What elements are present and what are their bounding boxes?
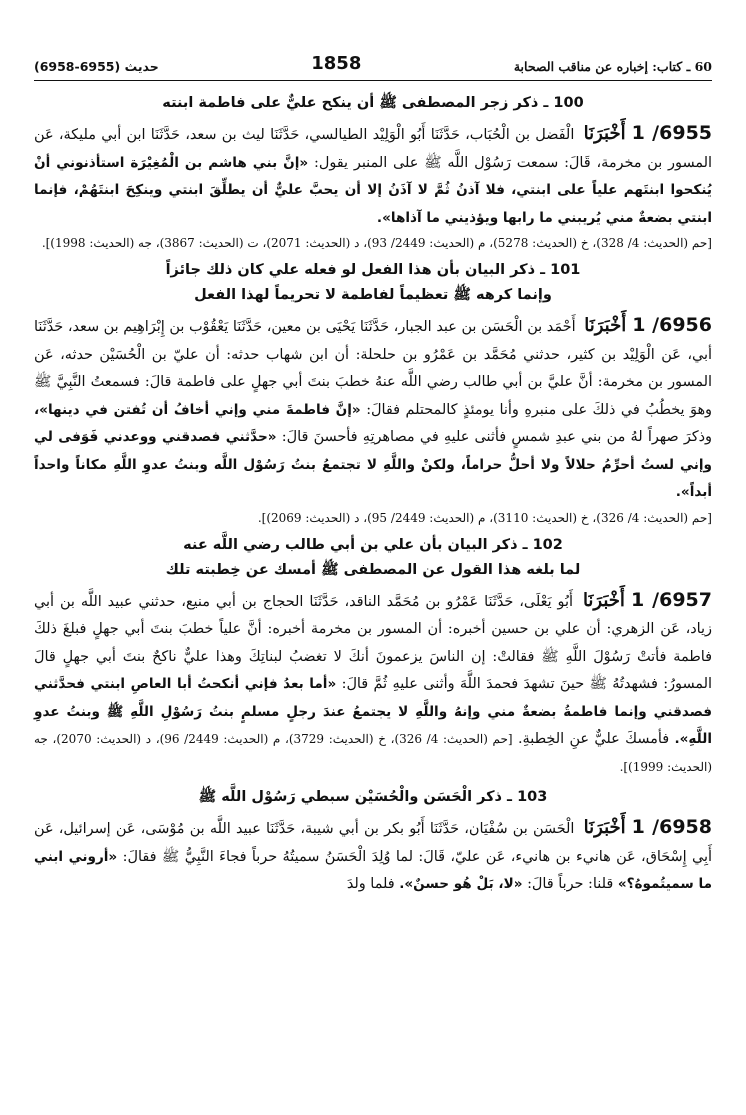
hadith-chain: الْحَسَن بن سُفْيَان، حَدَّثَنَا أَبُو بكر بن أبي شيبة، حَدَّثَنَا عبيد اللَّه بن مُوْسَى، عَن إسرائيل، عَن أَبِي إِسْحَاق، عَن هانيء بن هانيء، عَن عليّ، قَالَ: لما وُلِدَ الْحَسَنُ سميتُهُ حرباً فجاءَ النَّبِيُّ ﷺ فقالَ: bbox=[34, 821, 712, 865]
book-page bbox=[34, 52, 712, 899]
hadith-6958 bbox=[34, 814, 712, 899]
prophet-quote: «أما بعدُ فإني أنكحتُ أبا العاصِ ابنتي فحدَّثني فصدقني وإنما فاطمةُ بضعةٌ مني وإنهُ واللَّهِ لا يجتمعُ عندَ رجلٍ مسلمٍ بنتُ رَسُوْلِ اللَّهِ ﷺ وبنتُ عدوِ اللَّهِ». bbox=[34, 676, 712, 747]
hadith-number: 6957/ 1 bbox=[630, 588, 712, 611]
section-title-103: 103 ـ ذكر الْحَسَن والْحُسَيْن سبطي رَسُوْل اللَّه ﷺ bbox=[198, 789, 548, 805]
hadith-number: 6956/ 1 bbox=[632, 314, 712, 336]
prophet-quote: «حدَّثني فصدقني ووعدني فَوَفى لي وإني لستُ أحرِّمُ حلالاً ولا أحلُّ حراماً، ولكنْ واللَّهِ لا تجتمعُ بنتُ رَسُوْل اللَّه وبنتُ عدوِ اللَّهِ مكاناً واحداً أبداً». bbox=[34, 429, 712, 500]
page-number: 1858 bbox=[311, 53, 362, 74]
hadith-opener: أَخْبَرَنَا bbox=[583, 817, 626, 838]
section-title-100: 100 ـ ذكر زجر المصطفى ﷺ أن ينكح عليٌّ على فاطمة ابنته bbox=[162, 95, 584, 111]
hadith-number: 6955/ 1 bbox=[631, 122, 713, 144]
page-header bbox=[34, 52, 712, 74]
hadith-opener: أَخْبَرَنَا bbox=[583, 123, 626, 144]
hadith-reference: [حم (الحديث: 4/ 326)، خ (الحديث: 3729)، م (الحديث: 2449/ 96)، د (الحديث: 2070)، جه (الحديث: 1999)]. bbox=[34, 732, 712, 774]
hadith-6956 bbox=[34, 312, 712, 507]
hadith-chain: الْفَضل بن الْحُبَاب، حَدَّثَنَا أَبُو الْوَلِيْد الطيالسي، حَدَّثَنَا ليث بن سعد، حَدَّثَنَا ابن أبي مليكة، عَن المسور بن مخرمة، قَالَ: سمعت رَسُوْل اللَّه ﷺ على المنبر يقول: bbox=[34, 127, 712, 171]
prophet-quote: «لا، بَلْ هُو حسنٌ». bbox=[399, 876, 523, 892]
section-title-101 bbox=[34, 258, 712, 308]
hadith-6957 bbox=[34, 587, 712, 782]
hadith-opener: أَخْبَرَنَا bbox=[582, 589, 625, 611]
hadith-reference: [حم (الحديث: 4/ 328)، خ (الحديث: 5278)، م (الحديث: 2449/ 93)، د (الحديث: 2071)، ت (الحديث: 3867)، جه (الحديث: 1998)]. bbox=[41, 236, 712, 250]
section-title-line-2: لما بلغه هذا القول عن المصطفى ﷺ أمسك عن خِطبته تلك bbox=[165, 561, 581, 578]
hadith-number: 6958/ 1 bbox=[631, 816, 712, 838]
hadith-text: قلنا: حرباً قالَ: bbox=[527, 876, 614, 892]
hadith-opener: أَخْبَرَنَا bbox=[584, 315, 627, 336]
hadith-text: وذكرَ صهراً لهُ من بني عبدِ شمسٍ فأثنى عليهِ في مصاهرتِهِ فأحسنَ قالَ: bbox=[281, 429, 713, 445]
hadith-6955 bbox=[34, 120, 712, 232]
hadith-range: حديث (6955-6958) bbox=[34, 59, 159, 74]
section-title-line-2: وإنما كرهه ﷺ تعظيماً لفاطمة لا تحريماً لهذا الفعل bbox=[194, 287, 552, 303]
chapter-title: 60 ـ كتاب: إخباره عن مناقب الصحابة bbox=[513, 59, 712, 74]
hadith-reference: [حم (الحديث: 4/ 326)، خ (الحديث: 3110)، م (الحديث: 2449/ 95)، د (الحديث: 2069)]. bbox=[257, 510, 712, 525]
hadith-text: فأمسكَ عليٌّ عنِ الخِطبةِ. bbox=[517, 731, 670, 747]
header-divider bbox=[34, 80, 712, 81]
prophet-quote: «أروني ابني ما سميتُموهُ؟» bbox=[34, 848, 712, 892]
section-title-102 bbox=[34, 533, 712, 583]
hadith-text: فلما ولدَ bbox=[346, 876, 395, 892]
section-title-line-1: 101 ـ ذكر البيان بأن هذا الفعل لو فعله علي كان ذلك جائزاً bbox=[165, 262, 581, 278]
hadith-chain: أَبُو يَعْلَى، حَدَّثَنَا عَمْرُو بن مُحَمَّد الناقد، حَدَّثَنَا الحجاج بن أبي منيع، حدثني عبيد اللَّه بن أبي زياد، عَن الزهري: أن علي بن حسين أخبره: أن المسور بن مخرمة أخبره: أنَّ علياً خطبَ بنتَ أبي جهلٍ فبلغَ ذلكَ فاطمة فأتتْ رَسُوْلَ اللَّهِ ﷺ فقالتْ: إن الناسَ يزعمونَ أنكَ لا تغضبُ لبناتِكَ وهذا عليٌّ ناكحٌ بنتَ أبي جهلٍ قالَ المسورُ: فشهدتُهُ ﷺ حينَ تشهدَ فحمدَ اللَّهَ وأثنى عليهِ ثُمَّ قالَ: bbox=[34, 593, 712, 692]
section-title-line-1: 102 ـ ذكر البيان بأن علي بن أبي طالب رضي اللَّه عنه bbox=[183, 536, 563, 553]
hadith-chain: أَحْمَد بن الْحَسَن بن عبد الجبار، حَدَّثَنَا يَحْيَى بن معين، حَدَّثَنَا يَعْقُوْب بن إِبْرَاهِيم بن سعد، حَدَّثَنَا أبي، عَن الْوَلِيْد بن كثير، حدثني مُحَمَّد بن عَمْرُو بن حلحلة: أن ابن شهاب حدثه: أن عليّ بن الْحُسَيْن حدثه، عَن المسور بن مخرمة: أنَّ عليَّ بن أبي طالب رضي اللَّه عنهُ خطبَ بنتَ أبي جهلٍ على فاطمة قالَ: فسمعتُ النَّبِيَّ ﷺ وهوَ يخطُبُ في ذلكَ على منبرهِ وأنا يومئذٍ كالمحتلم فقالَ: bbox=[34, 319, 712, 418]
prophet-quote: «إنَّ بني هاشم بن الْمُغِيْرَة استأذنوني أنْ يُنكحوا ابنتَهم علياً على ابنتي، فلا آذنُ ثُمَّ لا آذَنُ إلا أن يحبَّ عليٌّ أن يطلِّقَ ابنتي وينكِحَ ابنتَهُمْ، فإنما ابنتي بضعةٌ مني يُريبني ما رابها ويؤذيني ما آذاها». bbox=[34, 154, 712, 226]
prophet-quote: «إنَّ فاطمةَ مني وإني أخافُ أن تُفتن في دينها»، bbox=[34, 401, 361, 418]
